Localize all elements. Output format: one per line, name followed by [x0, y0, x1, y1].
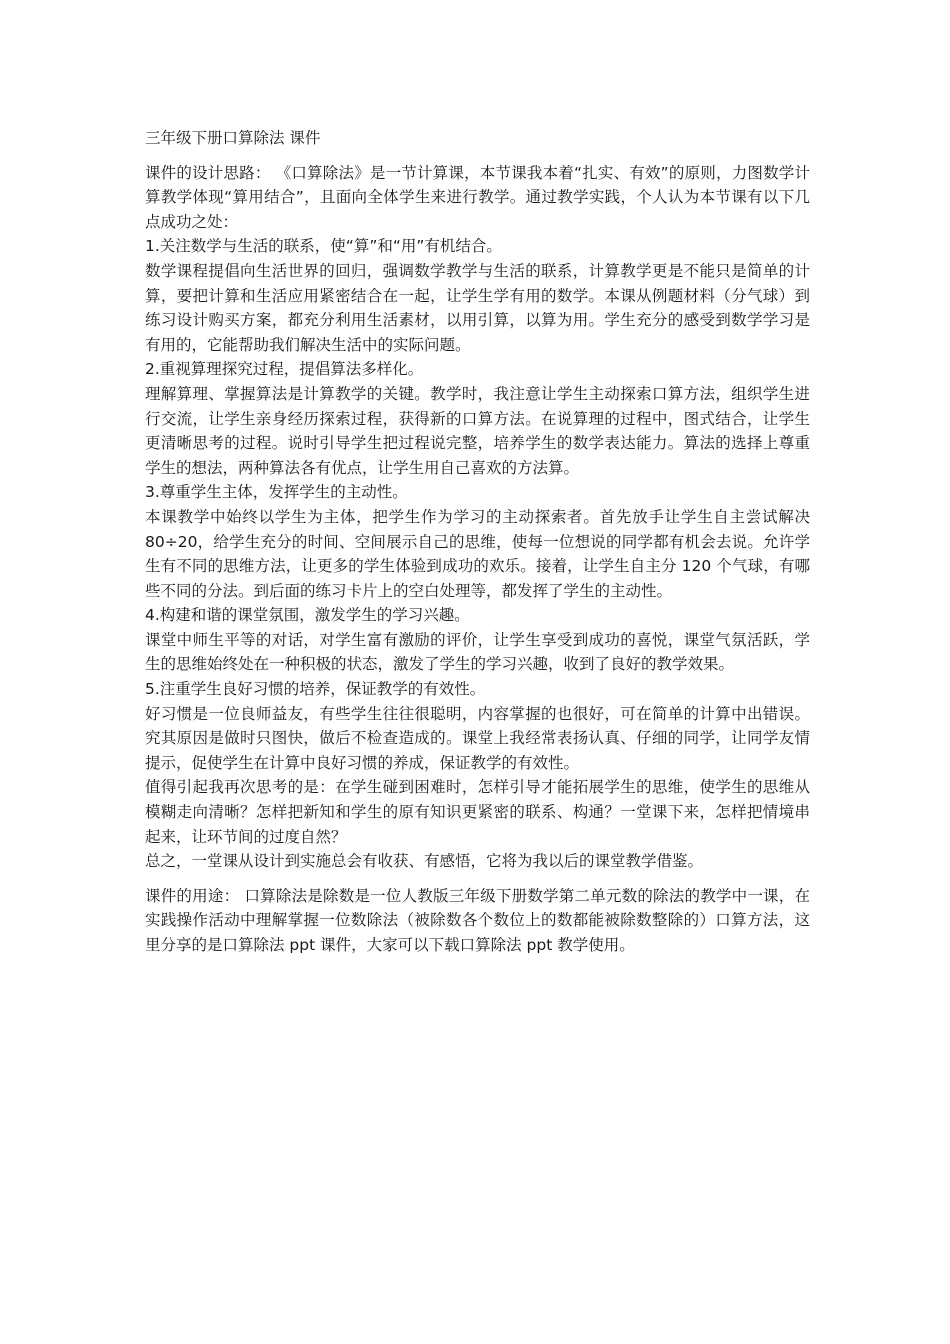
point-1-heading: 1.关注数学与生活的联系，使“算”和“用”有机结合。: [145, 237, 502, 256]
point-3-body: 本课教学中始终以学生为主体，把学生作为学习的主动探索者。首先放手让学生自主尝试解决 80÷20，给学生充分的时间、空间展示自己的思维，使每一位想说的同学都有机会去说。允许学生有不同的思维方法，让更多的学生体验到成功的欢乐。接着，让学生自主分 120 个气球，有哪些不同的分法。到后面的练习卡片上的空白处理等，都发挥了学生的主动性。: [145, 507, 810, 600]
conclusion-paragraph: 总之，一堂课从设计到实施总会有收获、有感悟，它将为我以后的课堂教学借鉴。: [145, 852, 704, 871]
usage-paragraph: 课件的用途： 口算除法是除数是一位人教版三年级下册数学第二单元数的除法的教学中一课，在实践操作活动中理解掌握一位数除法（被除数各个数位上的数都能被除数整除的）口算方法，这里分享的是口算除法 ppt 课件，大家可以下载口算除法 ppt 教学使用。: [145, 886, 810, 954]
reflection-paragraph: 值得引起我再次思考的是：在学生碰到困难时，怎样引导才能拓展学生的思维，使学生的思维从模糊走向清晰？怎样把新知和学生的原有知识更紧密的联系、构通？一堂课下来，怎样把情境串起来，让环节间的过度自然？: [145, 778, 810, 846]
point-4-heading: 4.构建和谐的课堂氛围，激发学生的学习兴趣。: [145, 606, 470, 625]
point-5-heading: 5.注重学生良好习惯的培养，保证教学的有效性。: [145, 680, 486, 699]
design-intro-paragraph: 课件的设计思路： 《口算除法》是一节计算课，本节课我本着“扎实、有效”的原则，力图数学计算教学体现“算用结合”，且面向全体学生来进行教学。通过教学实践，个人认为本节课有以下几点成功之处：: [145, 163, 810, 231]
point-1-body: 数学课程提倡向生活世界的回归，强调数学教学与生活的联系，计算教学更是不能只是简单的计算，要把计算和生活应用紧密结合在一起，让学生学有用的数学。本课从例题材料（分气球）到练习设计购买方案，都充分利用生活素材，以用引算，以算为用。学生充分的感受到数学学习是有用的，它能帮助我们解决生活中的实际问题。: [145, 261, 810, 354]
point-4-body: 课堂中师生平等的对话，对学生富有激励的评价，让学生享受到成功的喜悦，课堂气氛活跃，学生的思维始终处在一种积极的状态，激发了学生的学习兴趣，收到了良好的教学效果。: [145, 630, 810, 674]
document-page: [145, 126, 810, 958]
point-3-heading: 3.尊重学生主体，发挥学生的主动性。: [145, 483, 408, 502]
point-5-body: 好习惯是一位良师益友，有些学生往往很聪明，内容掌握的也很好，可在简单的计算中出错误。究其原因是做时只图快，做后不检查造成的。课堂上我经常表扬认真、仔细的同学，让同学友情提示，促使学生在计算中良好习惯的养成，保证教学的有效性。: [145, 704, 810, 772]
point-2-heading: 2.重视算理探究过程，提倡算法多样化。: [145, 360, 424, 379]
document-title: 三年级下册口算除法 课件: [145, 129, 321, 147]
point-2-body: 理解算理、掌握算法是计算教学的关键。教学时，我注意让学生主动探索口算方法，组织学生进行交流，让学生亲身经历探索过程，获得新的口算方法。在说算理的过程中，图式结合，让学生更清晰思考的过程。说时引导学生把过程说完整，培养学生的数学表达能力。算法的选择上尊重学生的想法，两种算法各有优点，让学生用自己喜欢的方法算。: [145, 384, 810, 477]
